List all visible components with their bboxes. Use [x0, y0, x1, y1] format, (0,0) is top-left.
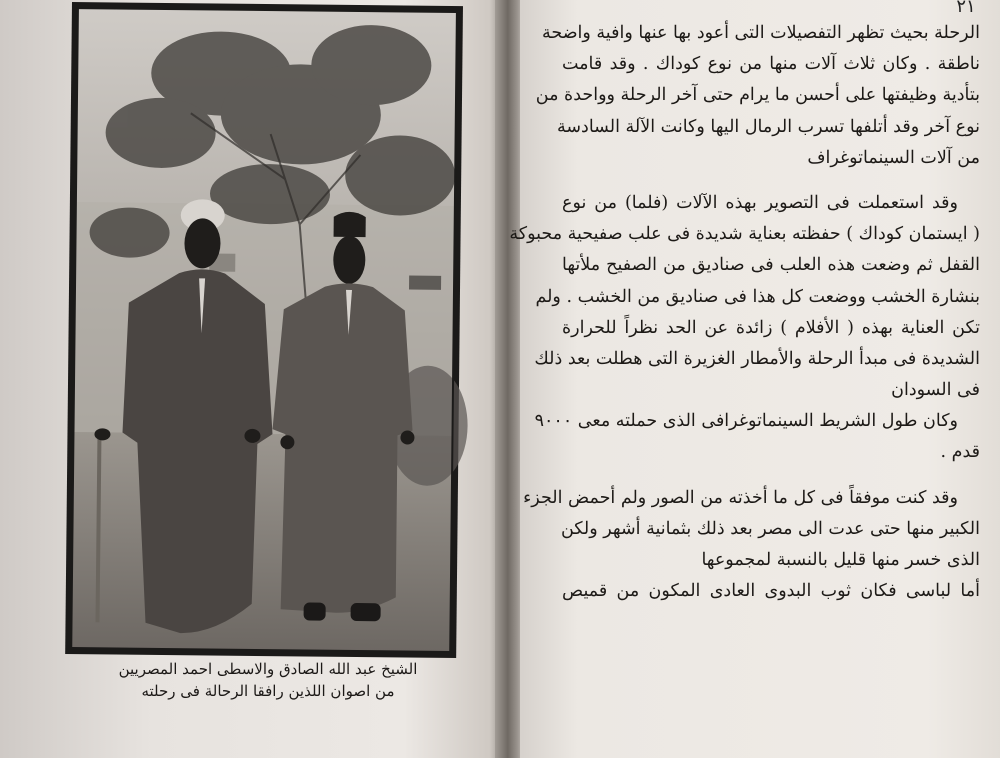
text-line: وقد كنت موفقاً فى كل ما أخذته من الصور ولم أحمض الجزء [523, 487, 958, 508]
text-line: الرحلة بحيث تظهر التفصيلات التى أعود بها عنها وافية واضحة [542, 23, 980, 43]
text-line: تكن العناية بهذه ( الأفلام ) زائدة عن الحد نظراً للحرارة [562, 317, 980, 338]
paragraph [562, 576, 980, 607]
text-line: وقد استعملت فى التصوير بهذه الآلات (فلما) من نوع [562, 192, 958, 213]
text-line: أما لباسى فكان ثوب البدوى العادى المكون من قميص [562, 581, 980, 602]
text-line: الشديدة فى مبدأ الرحلة والأمطار الغزيرة التى هطلت بعد ذلك [534, 348, 980, 369]
paragraph [523, 483, 980, 577]
page-number: ٢١ [956, 0, 976, 17]
text-line: الكبير منها حتى عدت الى مصر بعد ذلك بثمانية أشهر ولكن [560, 518, 980, 539]
body-text [509, 18, 980, 607]
text-line: بتأدية وظيفتها على أحسن ما يرام حتى آخر الرحلة وواحدة من [535, 85, 980, 106]
caption-line: الشيخ عبد الله الصادق والاسطى احمد المصريين [118, 660, 418, 678]
paragraph [535, 18, 980, 174]
text-line: ( ايستمان كوداك ) حفظته بعناية شديدة فى علب صفيحية محبوكة [509, 224, 980, 245]
photograph [65, 2, 463, 658]
text-line: القفل ثم وضعت هذه العلب فى صناديق من الصفيح ملأتها [562, 255, 980, 276]
text-line: بنشارة الخشب ووضعت كل هذا فى صناديق من الخشب . ولم [535, 286, 980, 307]
paragraph [509, 188, 980, 406]
text-line: فى السودان [891, 380, 980, 401]
paragraph [534, 406, 980, 468]
text-line: وكان طول الشريط السينماتوغرافى الذى حملته معى ٩٠٠٠ [534, 411, 958, 432]
text-line: نوع آخر وقد أتلفها تسرب الرمال اليها وكانت الآلة السادسة [557, 116, 980, 137]
text-line: من آلات السينماتوغراف [807, 147, 980, 168]
photo-caption [118, 658, 418, 702]
text-line: الذى خسر منها قليل بالنسبة لمجموعها [701, 550, 980, 570]
text-line: ناطقة . وكان ثلاث آلات منها من نوع كوداك . وقد قامت [562, 54, 980, 75]
caption-line: من اصوان اللذين رافقا الرحالة فى رحلته [141, 682, 395, 700]
text-line: قدم . [940, 442, 980, 463]
photo-two-men-standing-icon [65, 2, 463, 658]
